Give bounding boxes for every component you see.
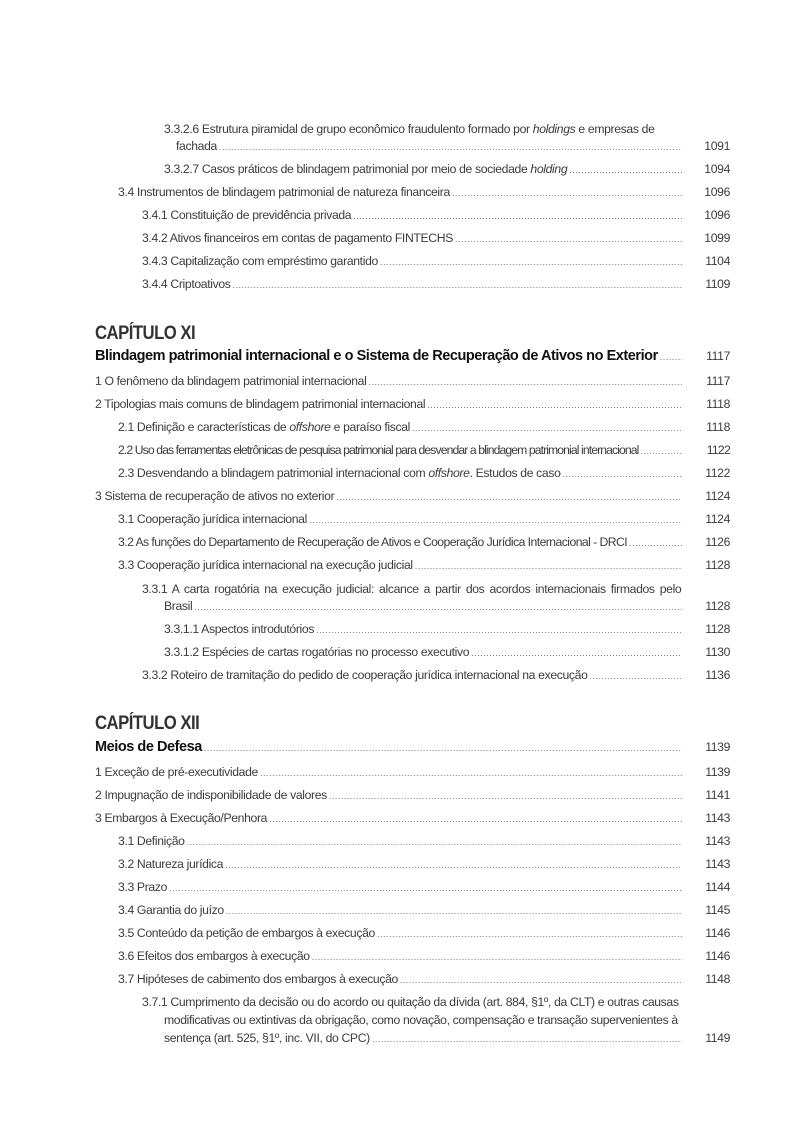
page-number: 1128 [705,558,730,572]
dot-leader [260,765,682,781]
page-number: 1118 [706,420,730,434]
entry-text: 3.4.4 Criptoativos [142,277,231,291]
dot-leader [336,489,682,505]
entry-text: 3.4 Instrumentos de blindagem patrimonial de natureza financeira [118,185,450,199]
page-number: 1109 [705,277,730,291]
page-number: 1139 [705,740,730,754]
page-number: 1146 [705,926,730,940]
entry-text: 3.3.2.7 Casos práticos de blindagem patrimonial por meio de sociedade [164,162,531,176]
entry-text: 3.7 Hipóteses de cabimento dos embargos à execução [118,972,398,986]
entry-text: 3.4.1 Constituição de previdência privada [142,208,352,222]
entry-text: Brasil [164,599,193,613]
page-number: 1124 [705,489,730,503]
entry-text: 3.3.2 Roteiro de tramitação do pedido de cooperação jurídica internacional na execução [142,668,588,682]
page-number: 1096 [704,208,730,222]
dot-leader [353,208,682,224]
page-number: 1117 [706,349,730,363]
entry-text-after: e empresas de [575,122,655,136]
page-number: 1118 [706,397,730,411]
entry-text: 3.6 Efeitos dos embargos à execução [118,949,310,963]
dot-leader [400,972,682,988]
dot-leader [452,185,682,201]
page-number: 1145 [705,903,730,917]
page-number: 1126 [705,535,730,549]
chapter-xii-label: CAPÍTULO XII [95,713,200,734]
entry-text: 3.4.3 Capitalização com empréstimo garantido [142,254,378,268]
page-number: 1143 [705,834,730,848]
entry-text: 1 O fenômeno da blindagem patrimonial internacional [95,374,367,388]
dot-leader [415,558,682,574]
page-number: 1149 [705,1031,730,1045]
page-number: 1124 [705,512,730,526]
dot-leader [233,277,682,293]
toc-entry-xi-3-3-1-line1: 3.3.1 A carta rogatória na execução judicial: alcance a partir dos acordos internacionais firmados pelo [142,582,682,596]
entry-text-after: . Estudos de caso [469,466,561,480]
page-number: 1143 [705,811,730,825]
entry-text: 3.1 Definição [118,834,185,848]
entry-text: 3.2 As funções do Departamento de Recuperação de Ativos e Cooperação Jurídica Internacional - DRCI [118,535,628,549]
dot-leader [226,903,682,919]
toc-entry-3-3-2-6-line1 [164,121,655,137]
page-number: 1143 [705,857,730,871]
dot-leader [187,834,682,850]
entry-text: 2 Tipologias mais comuns de blindagem patrimonial internacional [95,397,426,411]
entry-text: 2.1 Definição e características de [118,420,290,434]
page-number: 1122 [706,443,730,457]
page-number: 1128 [705,599,730,613]
chapter-title-text: Blindagem patrimonial internacional e o Sistema de Recuperação de Ativos no Exterior [95,348,658,364]
chapter-xi-label: CAPÍTULO XI [95,323,196,344]
entry-text: 1 Exceção de pré-executividade [95,765,258,779]
dot-leader [368,374,682,390]
entry-italic: offshore [289,420,331,434]
dot-leader [316,622,682,638]
dot-leader [455,231,682,247]
entry-text: 3.1 Cooperação jurídica internacional [118,512,307,526]
dot-leader [427,397,682,413]
page-number: 1091 [704,139,730,153]
toc-entry-xii-3-7-1-line1: 3.7.1 Cumprimento da decisão ou do acordo ou quitação da dívida (art. 884, §1º, da CLT) e outras causas [142,995,679,1009]
page-number: 1144 [705,880,730,894]
page-number: 1096 [704,185,730,199]
entry-text: 2 Impugnação de indisponibilidade de valores [95,788,327,802]
entry-text: fachada [176,139,217,153]
entry-italic: offshore [428,466,470,480]
dot-leader [640,443,682,459]
entry-text: 3.4.2 Ativos financeiros em contas de pagamento FINTECHS [142,231,453,245]
dot-leader [629,535,682,551]
entry-italic: holding [530,162,568,176]
page-number: 1148 [705,972,730,986]
dot-leader [590,668,682,684]
page-number: 1130 [705,645,730,659]
dot-leader [309,512,682,528]
page-number: 1099 [704,231,730,245]
dot-leader [377,926,682,942]
dot-leader [219,139,682,155]
entry-text: 3 Embargos à Execução/Penhora [95,811,268,825]
entry-italic: holdings [532,122,576,136]
entry-text: sentença (art. 525, §1º, inc. VII, do CPC) [164,1031,370,1045]
entry-text: 3.5 Conteúdo da petição de embargos à execução [118,926,375,940]
entry-text: 3.3.2.6 Estrutura piramidal de grupo econômico fraudulento formado por [164,122,530,136]
dot-leader [569,162,682,178]
entry-text: 2.3 Desvendando a blindagem patrimonial internacional com [118,466,429,480]
page-number: 1146 [705,949,730,963]
dot-leader [169,880,682,896]
page-number: 1139 [705,765,730,779]
dot-leader [225,857,682,873]
dot-leader [380,254,682,270]
page-number: 1122 [705,466,730,480]
entry-text: 3.2 Natureza jurídica [118,857,224,871]
page-number: 1128 [705,622,730,636]
entry-text: 3.3 Prazo [118,880,168,894]
dot-leader [372,1031,682,1047]
page-number: 1141 [705,788,730,802]
dot-leader [269,811,682,827]
dot-leader [471,645,682,661]
dot-leader [204,740,682,756]
entry-text: 2.2 Uso das ferramentas eletrônicas de pesquisa patrimonial para desvendar a blindagem patrimonial internacional [118,443,639,457]
entry-text: 3.3 Cooperação jurídica internacional na execução judicial [118,558,413,572]
page-number: 1104 [705,254,730,268]
chapter-title-text: Meios de Defesa [95,739,202,755]
dot-leader [660,349,682,365]
dot-leader [563,466,682,482]
page-number: 1136 [705,668,730,682]
page-number: 1094 [704,162,730,176]
toc-entry-xii-3-7-1-line2: modificativas ou extintivas da obrigação, como novação, compensação e transação supervenientes à [164,1013,678,1027]
dot-leader [312,949,682,965]
dot-leader [412,420,682,436]
page-number: 1117 [706,374,730,388]
dot-leader [194,599,682,615]
entry-text: 3.3.1.1 Aspectos introdutórios [164,622,315,636]
entry-text: 3 Sistema de recuperação de ativos no exterior [95,489,335,503]
dot-leader [329,788,682,804]
entry-text-after: e paraíso fiscal [330,420,410,434]
entry-text: 3.3.1.2 Espécies de cartas rogatórias no processo executivo [164,645,470,659]
entry-text: 3.4 Garantia do juízo [118,903,224,917]
